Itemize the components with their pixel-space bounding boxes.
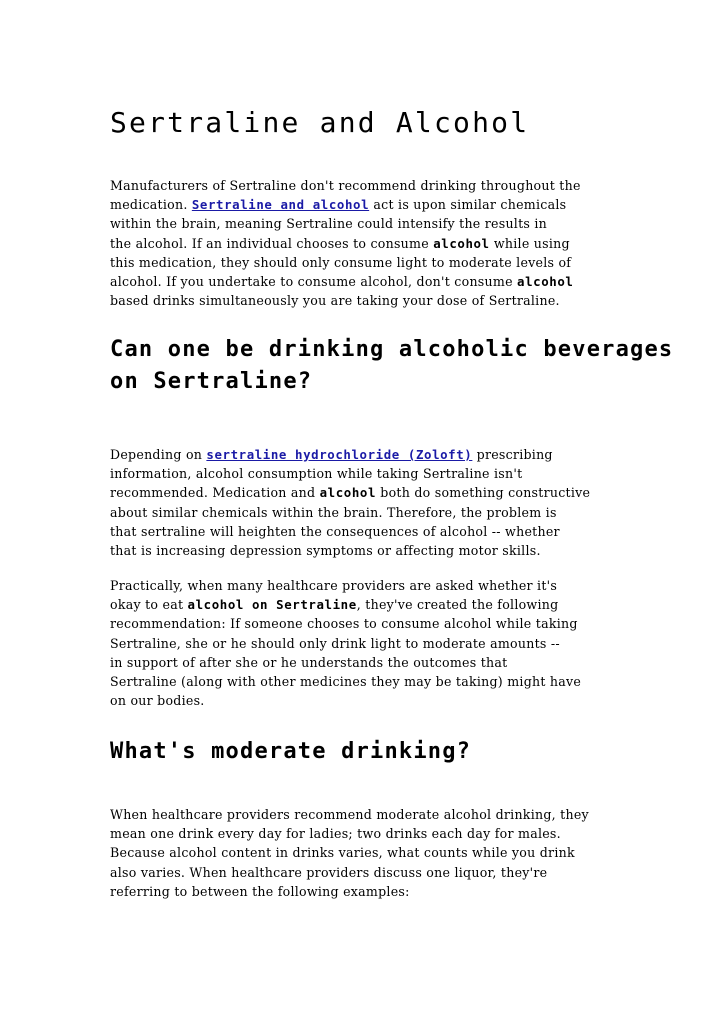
text-run: that is increasing depression symptoms or affecting motor skills.: [110, 542, 541, 558]
text-run: this medication, they should only consume light to moderate levels of: [110, 254, 572, 270]
section-heading-moderate-drinking: What's moderate drinking?: [110, 739, 472, 764]
text-run: in support of after she or he understands the outcomes that: [110, 654, 508, 670]
text-line: [110, 843, 589, 862]
bold-keyword: alcohol: [319, 485, 377, 501]
intro-paragraph: [110, 176, 581, 310]
text-run: that sertraline will heighten the consequences of alcohol -- whether: [110, 523, 560, 539]
text-line: [110, 464, 590, 483]
text-run: Practically, when many healthcare providers are asked whether it's: [110, 578, 558, 593]
prescribing-info-paragraph: [110, 445, 590, 560]
text-line: [110, 595, 581, 614]
recommendation-paragraph: [110, 576, 581, 710]
text-line: [110, 541, 590, 560]
text-run: also varies. When healthcare providers discuss one liquor, they're: [110, 864, 548, 880]
text-line: [110, 445, 590, 464]
text-line: [110, 176, 581, 195]
text-line: [110, 672, 581, 691]
heading-line-2: on Sertraline?: [110, 369, 313, 394]
text-line: [110, 634, 581, 653]
text-run: , they've created the following: [356, 597, 559, 613]
text-line: [110, 522, 590, 541]
page-title: Sertraline and Alcohol: [110, 106, 530, 139]
bold-keyword: alcohol: [517, 273, 574, 289]
text-line: [110, 253, 581, 272]
text-line: [110, 805, 589, 824]
text-line: [110, 882, 589, 901]
text-line: [110, 503, 590, 522]
text-run: referring to between the following examples:: [110, 883, 410, 899]
bold-keyword: alcohol on Sertraline: [187, 597, 357, 613]
section-heading-drinking-on-sertraline: [110, 334, 673, 398]
text-run: Depending on: [110, 447, 207, 462]
text-run: about similar chemicals within the brain. Therefore, the problem is: [110, 504, 557, 520]
text-line: [110, 195, 581, 214]
text-line: [110, 272, 581, 291]
text-line: [110, 614, 581, 633]
text-run: okay to eat: [110, 597, 188, 613]
text-run: act is upon similar chemicals: [369, 197, 567, 213]
text-run: information, alcohol consumption while taking Sertraline isn't: [110, 466, 523, 482]
text-run: alcohol. If you undertake to consume alcohol, don't consume: [110, 273, 518, 289]
text-run: prescribing: [472, 447, 553, 462]
moderate-drinking-paragraph: [110, 805, 589, 901]
text-line: [110, 863, 589, 882]
heading-line-1: Can one be drinking alcoholic beverages: [110, 337, 674, 362]
text-run: Sertraline, she or he should only drink light to moderate amounts --: [110, 635, 560, 651]
text-run: the alcohol. If an individual chooses to consume: [110, 235, 434, 251]
text-line: [110, 653, 581, 672]
text-line: [110, 483, 590, 502]
text-run: Manufacturers of Sertraline don't recommend drinking throughout the: [110, 178, 581, 193]
text-run: When healthcare providers recommend moderate alcohol drinking, they: [110, 807, 589, 822]
text-line: [110, 824, 589, 843]
text-run: Sertraline (along with other medicines they may be taking) might have: [110, 673, 582, 689]
keyword-link[interactable]: sertraline hydrochloride (Zoloft): [206, 447, 473, 462]
bold-keyword: alcohol: [433, 235, 490, 251]
text-run: mean one drink every day for ladies; two drinks each day for males.: [110, 826, 561, 842]
text-run: on our bodies.: [110, 693, 205, 709]
text-run: while using: [489, 235, 570, 251]
text-line: [110, 576, 581, 595]
text-run: based drinks simultaneously you are taking your dose of Sertraline.: [110, 293, 560, 309]
keyword-link[interactable]: Sertraline and alcohol: [191, 197, 370, 213]
text-line: [110, 691, 581, 710]
text-run: both do something constructive: [376, 485, 591, 501]
text-line: [110, 234, 581, 253]
text-line: [110, 291, 581, 310]
text-run: medication.: [110, 197, 192, 213]
text-run: within the brain, meaning Sertraline could intensify the results in: [110, 216, 548, 232]
text-line: [110, 214, 581, 233]
text-run: recommendation: If someone chooses to consume alcohol while taking: [110, 616, 578, 632]
text-run: Because alcohol content in drinks varies, what counts while you drink: [110, 845, 575, 861]
text-run: recommended. Medication and: [110, 485, 320, 501]
